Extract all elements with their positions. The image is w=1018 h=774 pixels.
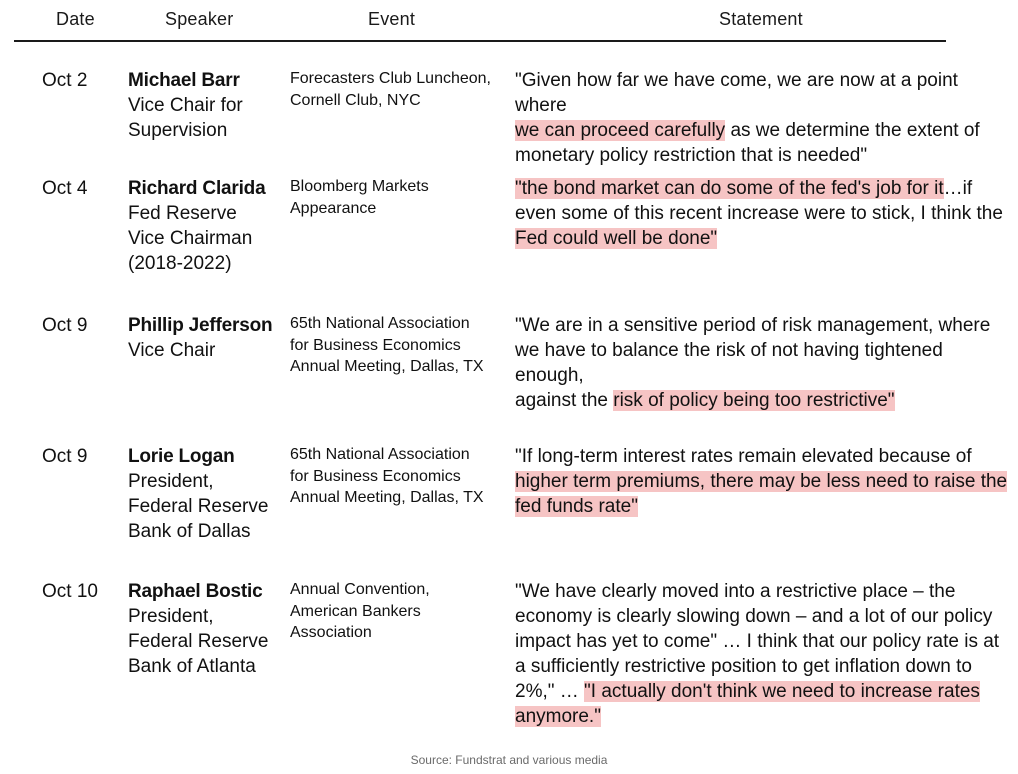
- row-statement: [515, 444, 1011, 519]
- statement-highlight: we can proceed carefully: [515, 120, 726, 141]
- speaker-title: President, Federal Reserve Bank of Atlanta: [128, 606, 269, 677]
- row-event: 65th National Association for Business Economics Annual Meeting, Dallas, TX: [290, 446, 484, 506]
- row-statement: [515, 579, 1011, 729]
- header-date: Date: [56, 9, 95, 29]
- speaker-name: Raphael Bostic: [128, 581, 263, 602]
- source-note: Source: Fundstrat and various media: [410, 753, 608, 767]
- speaker-name: Richard Clarida: [128, 178, 266, 199]
- row-event: Forecasters Club Luncheon, Cornell Club, NYC: [290, 70, 491, 109]
- statement-text: "If long-term interest rates remain elevated because of: [515, 446, 972, 467]
- statement-highlight: "the bond market can do some of the fed's job for it: [515, 178, 944, 199]
- statement-text: …if even some of this recent increase were to stick, I think the: [515, 178, 1003, 224]
- row-speaker: [128, 444, 288, 544]
- speaker-title: President, Federal Reserve Bank of Dallas: [128, 471, 269, 542]
- statement-text: as we determine the extent of monetary policy restriction that is needed": [515, 120, 980, 166]
- row-date: Oct 4: [42, 178, 88, 199]
- header-event: Event: [368, 9, 416, 29]
- speaker-name: Phillip Jefferson: [128, 315, 273, 336]
- statement-text: "We are in a sensitive period of risk management, where we have to balance the risk of not having tightened enough, against the: [515, 315, 991, 411]
- row-statement: [515, 68, 1011, 168]
- row-date: Oct 10: [42, 581, 98, 602]
- header-rule: [14, 40, 946, 42]
- row-event: 65th National Association for Business Economics Annual Meeting, Dallas, TX: [290, 315, 484, 375]
- row-speaker: [128, 313, 288, 363]
- row-statement: [515, 313, 1011, 413]
- header-statement: Statement: [719, 9, 803, 29]
- speaker-title: Vice Chair: [128, 340, 216, 361]
- row-speaker: [128, 68, 288, 143]
- row-speaker: [128, 579, 288, 679]
- statement-highlight: "I actually don't think we need to increase rates anymore.": [515, 681, 980, 727]
- header-speaker: Speaker: [165, 9, 234, 29]
- speaker-name: Lorie Logan: [128, 446, 235, 467]
- row-date: Oct 9: [42, 315, 88, 336]
- row-event: Annual Convention, American Bankers Association: [290, 581, 430, 641]
- row-speaker: [128, 176, 288, 276]
- statement-text: "We have clearly moved into a restrictive place – the economy is clearly slowing down – and a lot of our policy impact has yet to come" … I think that our policy rate is at a sufficiently restrictive position to get inflation down to 2%," …: [515, 581, 1000, 702]
- row-date: Oct 2: [42, 70, 88, 91]
- statement-text: "Given how far we have come, we are now at a point where: [515, 70, 958, 116]
- speaker-title: Fed Reserve Vice Chairman (2018-2022): [128, 203, 253, 274]
- row-event: Bloomberg Markets Appearance: [290, 178, 429, 217]
- statement-highlight: Fed could well be done": [515, 228, 718, 249]
- speaker-title: Vice Chair for Supervision: [128, 95, 243, 141]
- row-date: Oct 9: [42, 446, 88, 467]
- statement-highlight: risk of policy being too restrictive": [613, 390, 895, 411]
- row-statement: [515, 176, 1011, 251]
- statement-highlight: higher term premiums, there may be less need to raise the fed funds rate": [515, 471, 1008, 517]
- speaker-name: Michael Barr: [128, 70, 240, 91]
